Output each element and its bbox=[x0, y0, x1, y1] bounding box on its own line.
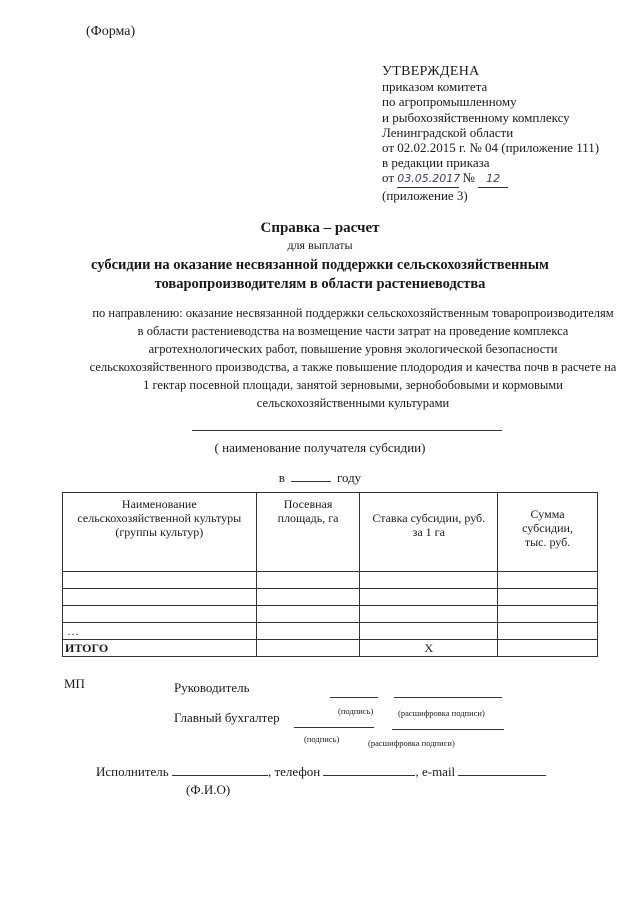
approval-head: УТВЕРЖДЕНА bbox=[382, 64, 480, 79]
head-decode-line[interactable] bbox=[394, 697, 502, 698]
recipient-line bbox=[192, 430, 502, 431]
accountant-signature-line[interactable] bbox=[294, 727, 374, 728]
head-decode-caption: (расшифровка подписи) bbox=[398, 708, 485, 718]
executor-name-field[interactable] bbox=[172, 775, 268, 776]
table-cell[interactable] bbox=[63, 589, 257, 606]
head-signature-line[interactable] bbox=[330, 697, 378, 698]
accountant-sign-caption: (подпись) bbox=[304, 734, 340, 744]
head-sign-caption: (подпись) bbox=[338, 706, 374, 716]
number-prefix: № bbox=[462, 170, 475, 186]
table-cell[interactable] bbox=[498, 606, 598, 623]
approval-appendix: (приложение 3) bbox=[382, 187, 468, 203]
doc-subtitle: для выплаты bbox=[287, 238, 353, 252]
table-total-row bbox=[63, 640, 598, 657]
doc-title: Справка – расчет bbox=[260, 220, 380, 236]
approval-line: приказом комитета bbox=[382, 79, 488, 95]
approval-block bbox=[382, 64, 599, 203]
subsidy-table bbox=[62, 492, 598, 657]
table-row bbox=[63, 572, 598, 589]
form-label: (Форма) bbox=[86, 24, 136, 39]
head-label: Руководитель bbox=[174, 680, 250, 695]
table-cell[interactable] bbox=[360, 572, 498, 589]
table-row bbox=[63, 606, 598, 623]
email-field[interactable] bbox=[458, 775, 546, 776]
table-cell[interactable] bbox=[256, 623, 360, 640]
total-sum-cell[interactable] bbox=[498, 640, 598, 657]
phone-label: , телефон bbox=[267, 764, 321, 779]
table-cell[interactable] bbox=[256, 589, 360, 606]
accountant-decode-line[interactable] bbox=[392, 729, 504, 730]
table-cell[interactable] bbox=[256, 606, 360, 623]
approval-line: от 02.02.2015 г. № 04 (приложение 111) bbox=[382, 140, 600, 156]
table-row bbox=[63, 589, 598, 606]
header-crop: Наименование сельскохозяйственной культуры (группы культур) bbox=[63, 493, 257, 572]
total-label: ИТОГО bbox=[63, 640, 257, 657]
stamp-mark: МП bbox=[64, 676, 85, 691]
table-cell[interactable]: … bbox=[63, 623, 257, 640]
table-cell[interactable] bbox=[498, 572, 598, 589]
handwritten-number: 12 bbox=[478, 171, 508, 187]
header-sum: Сумма субсидии, тыс. руб. bbox=[498, 493, 598, 572]
recipient-label: ( наименование получателя субсидии) bbox=[214, 440, 426, 455]
total-rate-cell: Х bbox=[360, 640, 498, 657]
accountant-decode-caption: (расшифровка подписи) bbox=[368, 738, 455, 748]
table-cell[interactable] bbox=[256, 572, 360, 589]
table-cell[interactable] bbox=[498, 589, 598, 606]
doc-subject-line: субсидии на оказание несвязанной поддержки сельскохозяйственным bbox=[91, 257, 549, 273]
approval-date-line bbox=[382, 170, 599, 187]
table-cell[interactable] bbox=[360, 606, 498, 623]
doc-subject bbox=[0, 256, 640, 294]
table-header-row bbox=[63, 493, 598, 572]
table-cell[interactable] bbox=[360, 623, 498, 640]
executor-line bbox=[96, 764, 546, 780]
year-suffix: году bbox=[336, 470, 362, 485]
total-area-cell[interactable] bbox=[256, 640, 360, 657]
year-line bbox=[0, 470, 640, 486]
header-rate: Ставка субсидии, руб. за 1 га bbox=[360, 493, 498, 572]
approval-line: Ленинградской области bbox=[382, 124, 514, 140]
executor-fio-caption: (Ф.И.О) bbox=[186, 782, 231, 797]
date-prefix: от bbox=[382, 170, 395, 186]
direction-text: по направлению: оказание несвязанной поддержки сельскохозяйственным товаропроизводителям в области растениеводства на возмещение части затрат на проведение комплекса агротехнологических работ, повышение уровня экологической безопасности сельскохозяйственного производства, а также повышение плодородия и качества почв в расчете на 1 гектар посевной площади, занятой зерновыми, зернобобовыми и кормовыми сельскохозяйственными культурами bbox=[89, 306, 617, 410]
email-label: , e-mail bbox=[415, 764, 456, 779]
accountant-label: Главный бухгалтер bbox=[174, 710, 280, 725]
handwritten-date: 03.05.2017 bbox=[397, 171, 459, 187]
year-prefix: в bbox=[278, 470, 285, 485]
table-cell[interactable] bbox=[498, 623, 598, 640]
table-cell[interactable] bbox=[360, 589, 498, 606]
approval-line: в редакции приказа bbox=[382, 155, 490, 171]
table-cell[interactable] bbox=[63, 572, 257, 589]
table-row bbox=[63, 623, 598, 640]
table-cell[interactable] bbox=[63, 606, 257, 623]
phone-field[interactable] bbox=[323, 775, 415, 776]
year-blank bbox=[291, 481, 331, 482]
approval-line: и рыбохозяйственному комплексу bbox=[382, 109, 570, 125]
executor-label: Исполнитель bbox=[96, 764, 169, 779]
header-area: Посевная площадь, га bbox=[256, 493, 360, 572]
approval-line: по агропромышленному bbox=[382, 94, 517, 110]
doc-subject-line: товаропроизводителям в области растениеводства bbox=[154, 276, 486, 292]
